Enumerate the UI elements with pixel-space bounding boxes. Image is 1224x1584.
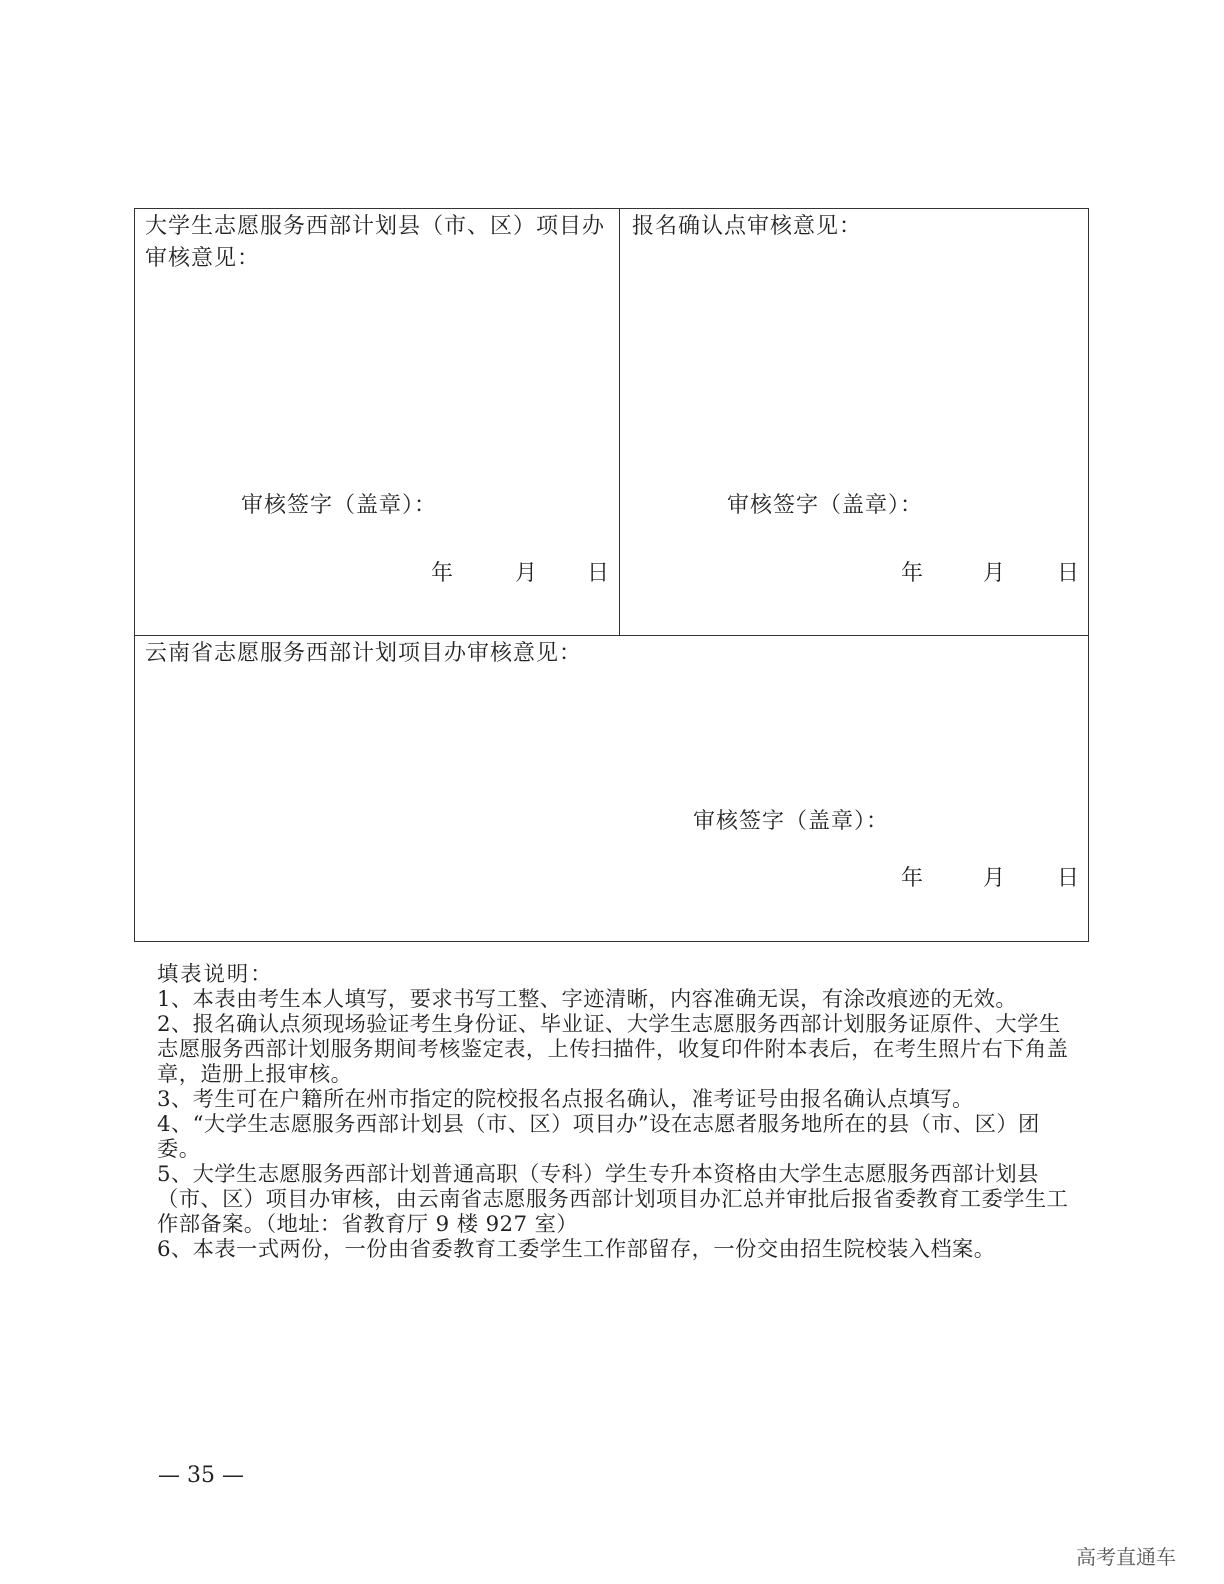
registration-point-review-title: 报名确认点审核意见： bbox=[632, 214, 863, 239]
instruction-item-5: 5、大学生志愿服务西部计划普通高职（专科）学生专升本资格由大学生志愿服务西部计划县（市、区）项目办审核，由云南省志愿服务西部计划项目办汇总并审批后报省委教育工委学生工作部备案。（地址：省教育厅 9 楼 927 室） bbox=[157, 1162, 1069, 1237]
county-office-review-title: 大学生志愿服务西部计划县（市、区）项目办审核意见： bbox=[145, 214, 606, 271]
review-form-table bbox=[134, 208, 1089, 942]
date-day-label: 日 bbox=[1057, 561, 1080, 586]
instruction-item-4: 4、“大学生志愿服务西部计划县（市、区）项目办”设在志愿者服务地所在的县（市、区）团委。 bbox=[157, 1112, 1040, 1162]
instruction-item-1: 1、本表由考生本人填写，要求书写工整、字迹清晰，内容准确无误，有涂改痕迹的无效。 bbox=[157, 987, 1018, 1012]
province-office-sign-label: 审核签字（盖章）： bbox=[693, 809, 890, 834]
province-office-review-title: 云南省志愿服务西部计划项目办审核意见： bbox=[145, 641, 583, 666]
date-month-label: 月 bbox=[983, 561, 1006, 586]
date-month-label: 月 bbox=[983, 866, 1006, 891]
province-office-review-cell bbox=[135, 636, 1088, 941]
date-year-label: 年 bbox=[431, 561, 454, 586]
instruction-item-2: 2、报名确认点须现场验证考生身份证、毕业证、大学生志愿服务西部计划服务证原件、大学生志愿服务西部计划服务期间考核鉴定表，上传扫描件，收复印件附本表后，在考生照片右下角盖章，造册上报审核。 bbox=[157, 1012, 1069, 1087]
page-number: — 35 — bbox=[158, 1463, 244, 1488]
date-year-label: 年 bbox=[901, 561, 924, 586]
instruction-item-3: 3、考生可在户籍所在州市指定的院校报名点报名确认，准考证号由报名确认点填写。 bbox=[157, 1087, 974, 1112]
watermark-text: 高考直通车 bbox=[1076, 1545, 1176, 1569]
registration-point-sign-label: 审核签字（盖章）： bbox=[727, 493, 924, 518]
county-office-sign-label: 审核签字（盖章）： bbox=[241, 493, 438, 518]
instruction-item-6: 6、本表一式两份，一份由省委教育工委学生工作部留存，一份交由招生院校装入档案。 bbox=[157, 1237, 996, 1262]
form-instructions bbox=[157, 962, 1077, 1262]
county-office-review-cell bbox=[135, 209, 620, 636]
date-day-label: 日 bbox=[587, 561, 610, 586]
date-year-label: 年 bbox=[901, 866, 924, 891]
registration-point-review-cell bbox=[620, 209, 1088, 636]
date-month-label: 月 bbox=[515, 561, 538, 586]
date-day-label: 日 bbox=[1057, 866, 1080, 891]
form-instructions-title: 填表说明： bbox=[157, 962, 274, 987]
